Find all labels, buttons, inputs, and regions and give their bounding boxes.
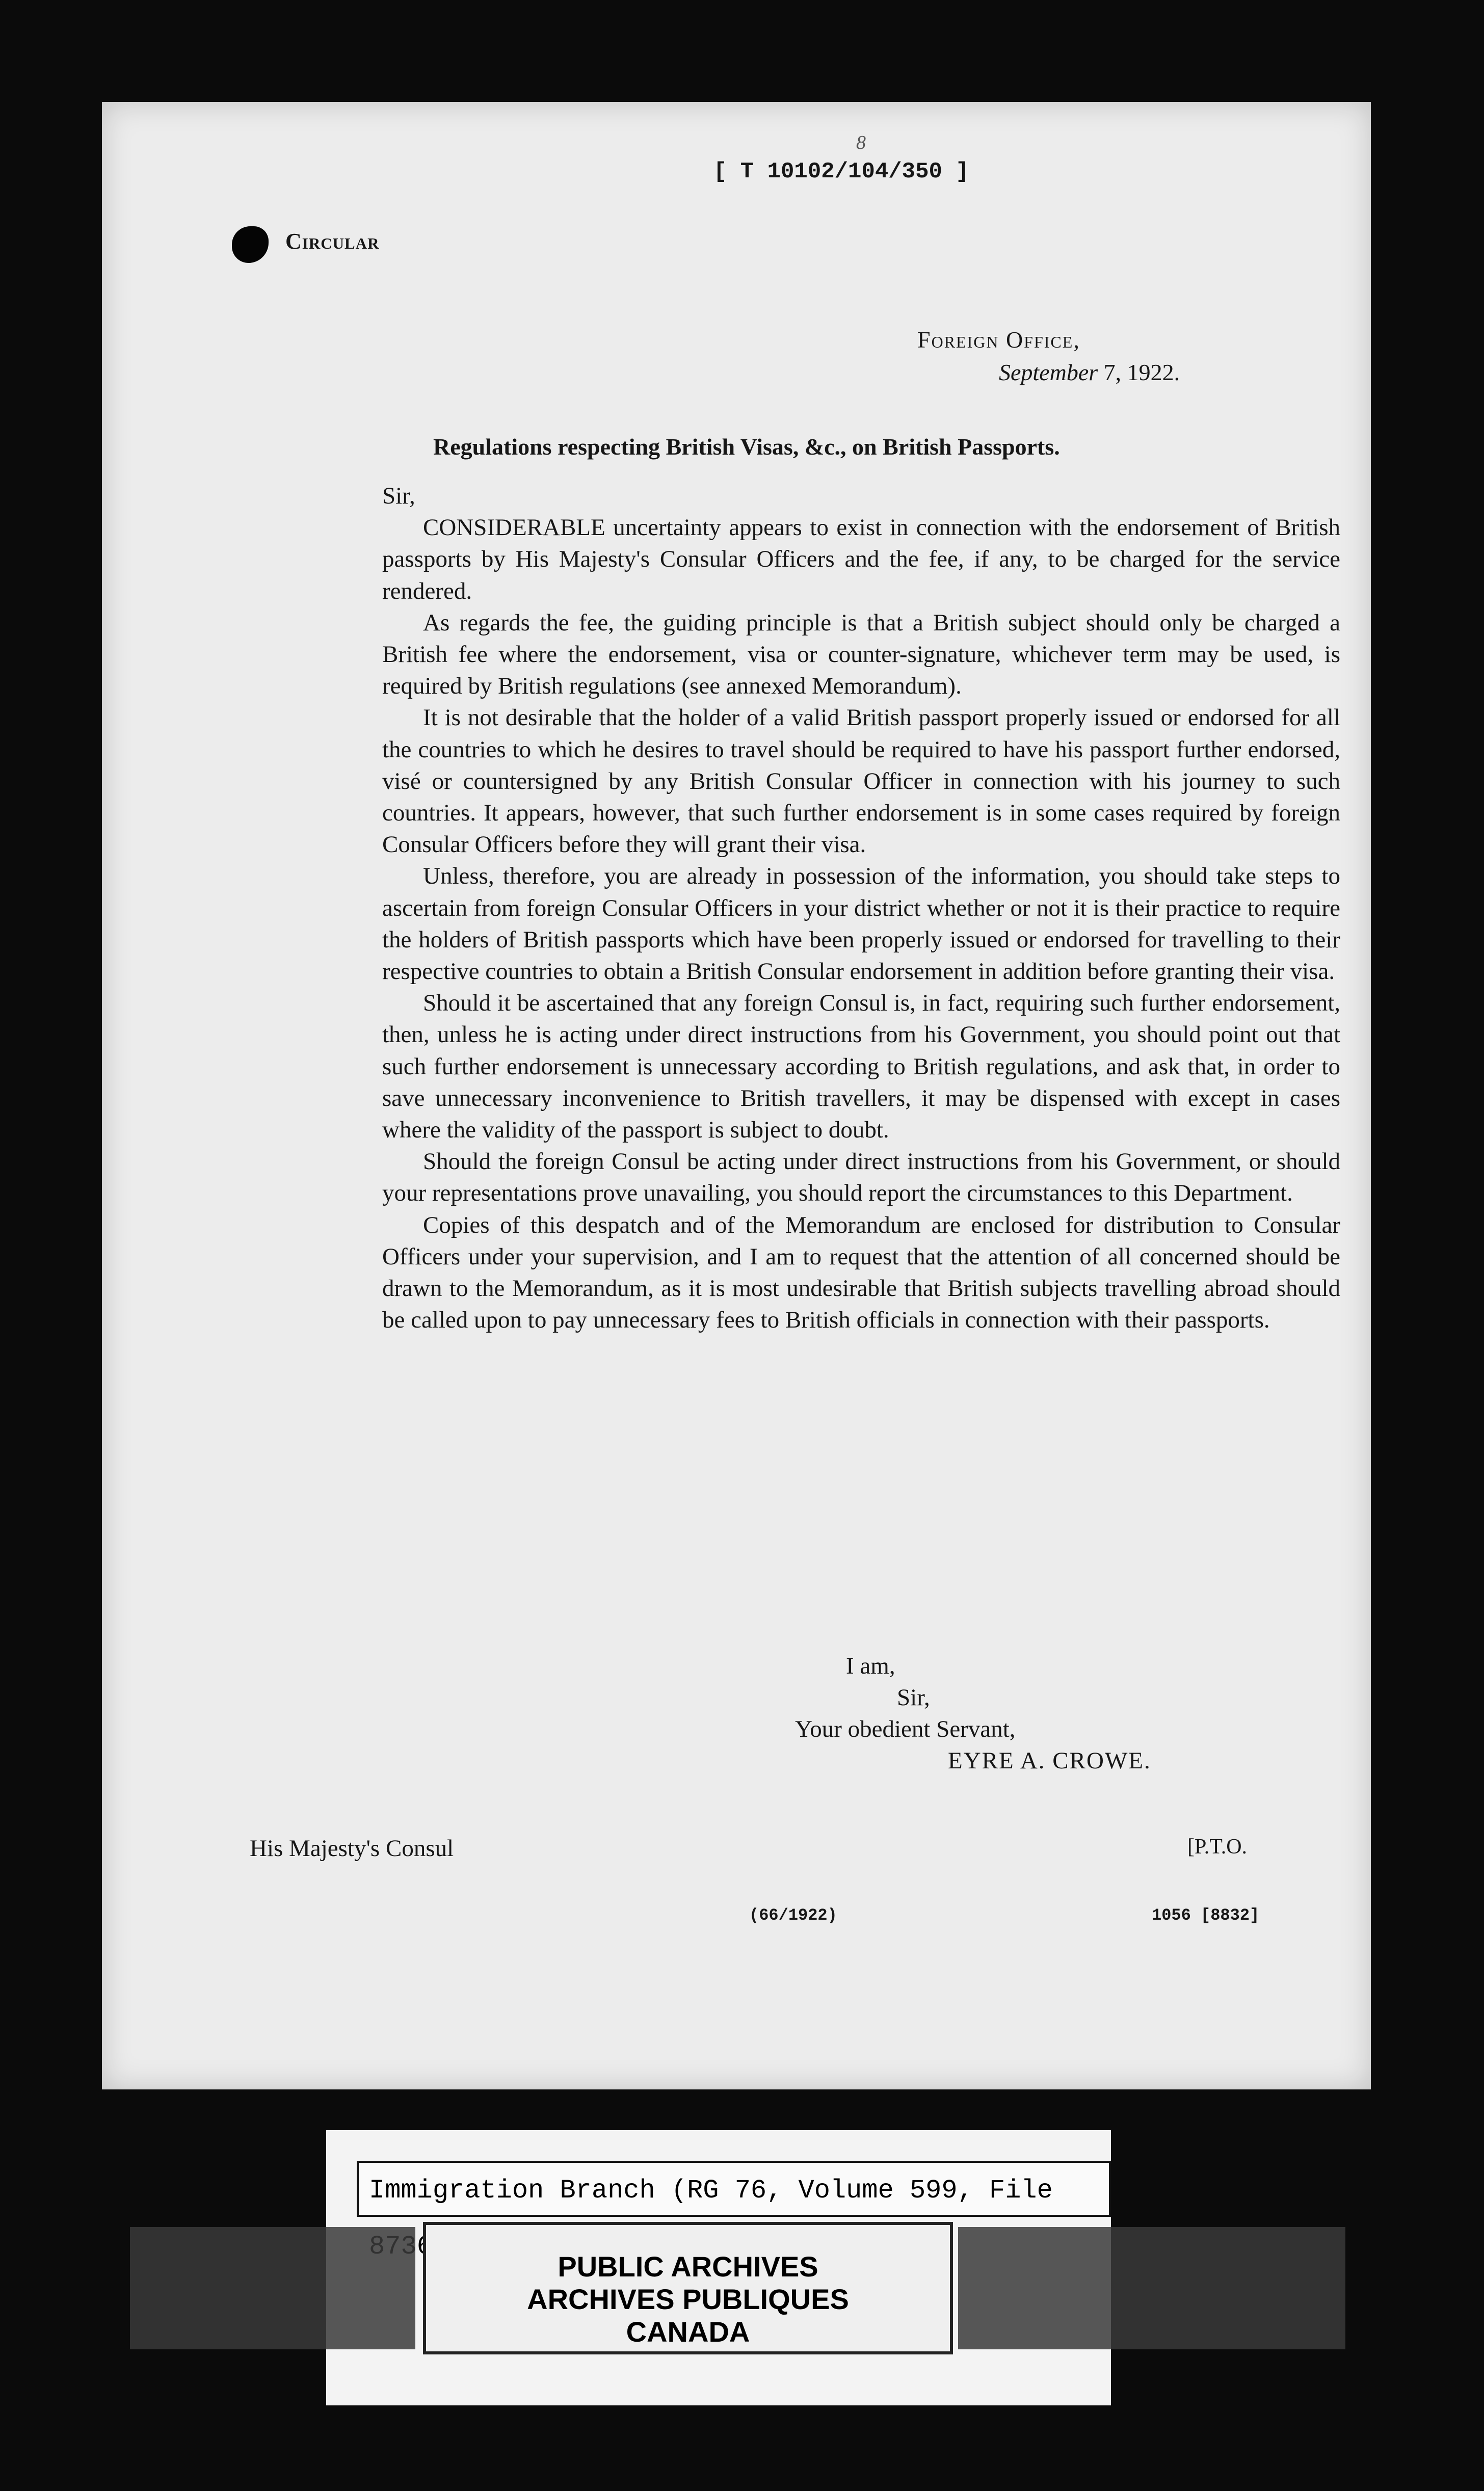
- closing-line: I am,: [846, 1653, 895, 1679]
- paragraph: Unless, therefore, you are already in possession of the information, you should take steps to ascertain from foreign Consular Officers in your district whether or not it is their practice to require the holders of British passports which have been properly issued or endorsed for travelling to their respective countries to obtain a British Consular endorsement in addition before granting their visa.: [382, 863, 1340, 985]
- stamp-line: PUBLIC ARCHIVES: [558, 2250, 818, 2283]
- office-name: Foreign Office,: [917, 327, 1080, 353]
- closing-line: Sir,: [897, 1684, 930, 1711]
- file-label: Immigration Branch (RG 76, Volume 599, File: [357, 2161, 1111, 2217]
- pto-mark: [P.T.O.: [1187, 1835, 1248, 1859]
- paragraph: Should it be ascertained that any foreign Consul is, in fact, requiring such further endorsement, then, unless he is acting under direct instructions from his Government, you should point out that such further endorsement is unnecessary according to British regulations, and ask that, in order to save unnecessary inconvenience to British travellers, it may be dispensed with except in cases where the validity of the passport is subject to doubt.: [382, 990, 1340, 1144]
- letter-body: [382, 480, 1340, 1336]
- document-page: [102, 102, 1371, 2089]
- tape-right: [958, 2227, 1345, 2349]
- archive-stamp: [423, 2222, 953, 2354]
- pencil-mark: 8: [856, 132, 866, 153]
- tape-left: [130, 2227, 415, 2349]
- circular-label: Circular: [285, 229, 380, 254]
- date-month: September: [999, 359, 1098, 385]
- paragraph: Copies of this despatch and of the Memorandum are enclosed for distribution to Consular Officers under your supervision, and I am to request that the attention of all concerned should be drawn to the Memorandum, as it is most undesirable that British subjects travelling abroad should be called upon to pay unnecessary fees to British officials in connection with their passports.: [382, 1211, 1340, 1334]
- ink-blot-icon: [232, 226, 269, 263]
- paragraph: As regards the fee, the guiding principle is that a British subject should only be charged a British fee where the endorsement, visa or counter-signature, whichever term may be used, is required by British regulations (see annexed Memorandum).: [382, 609, 1340, 700]
- reference-number: [ T 10102/104/350 ]: [713, 159, 969, 184]
- closing-line: Your obedient Servant,: [795, 1716, 1016, 1742]
- print-code-left: (66/1922): [749, 1906, 837, 1925]
- addressee: His Majesty's Consul: [250, 1835, 454, 1862]
- date-day-year: 7, 1922.: [1098, 359, 1180, 385]
- print-code-right: 1056 [8832]: [1152, 1906, 1260, 1925]
- paragraph: Should the foreign Consul be acting under direct instructions from his Government, or should your representations prove unavailing, you should report the circumstances to this Department.: [382, 1148, 1340, 1207]
- stamp-line: ARCHIVES PUBLIQUES: [527, 2283, 849, 2315]
- paragraph: CONSIDERABLE uncertainty appears to exist in connection with the endorsement of British passports by His Majesty's Consular Officers and the fee, if any, to be charged for the service rendered.: [382, 514, 1340, 604]
- letter-date: [999, 359, 1180, 386]
- stamp-line: CANADA: [626, 2316, 750, 2348]
- signature-name: EYRE A. CROWE.: [948, 1747, 1151, 1774]
- letter-heading: Regulations respecting British Visas, &c., on British Passports.: [433, 434, 1060, 460]
- paragraph: It is not desirable that the holder of a valid British passport properly issued or endorsed for all the countries to which he desires to travel should be required to have his passport further endorsed, visé or countersigned by any British Consular Officer in connection with his journey to such countries. It appears, however, that such further endorsement is in some cases required by foreign Consular Officers before they will grant their visa.: [382, 704, 1340, 858]
- salutation: Sir,: [382, 483, 415, 509]
